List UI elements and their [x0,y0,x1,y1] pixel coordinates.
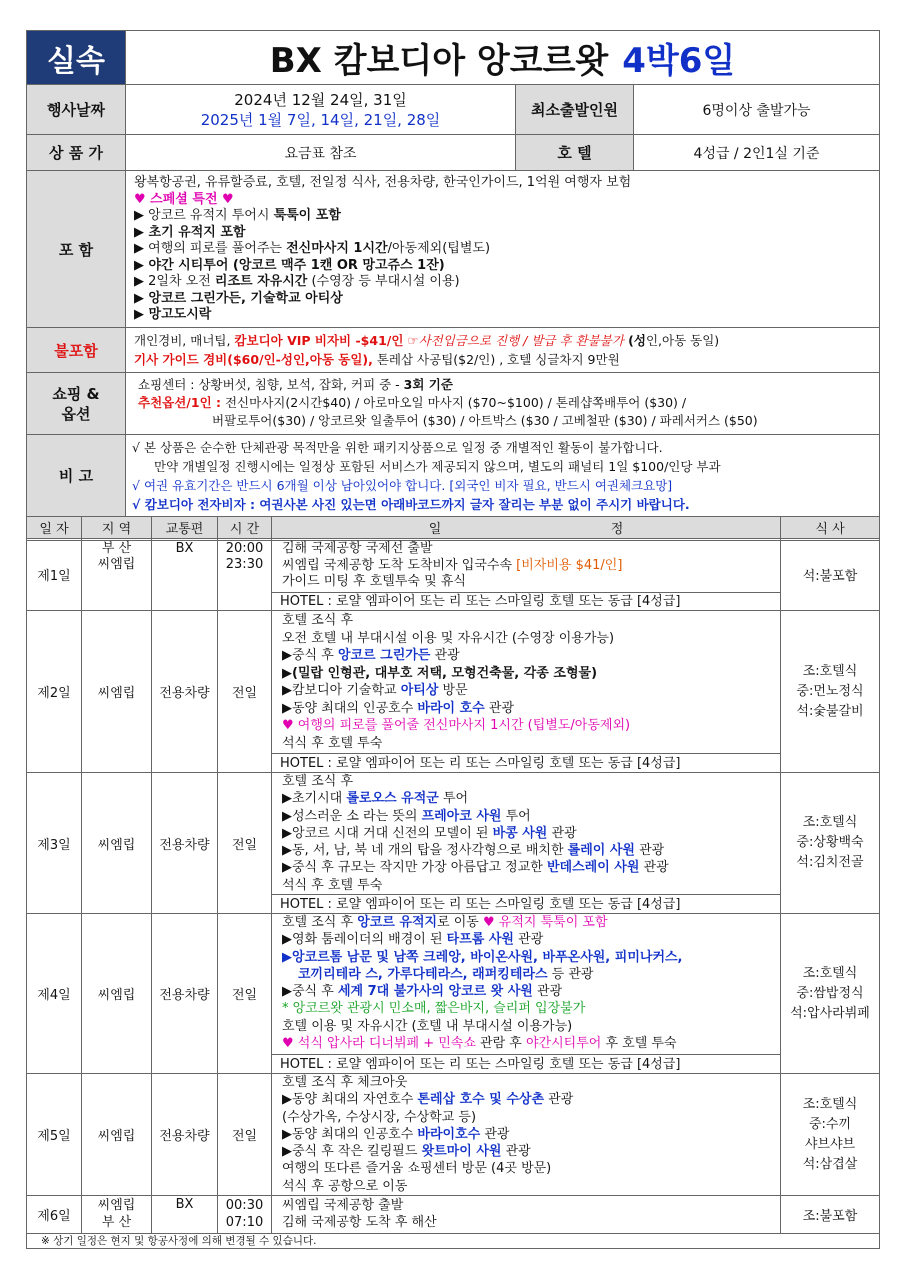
day-4-region [82,914,152,1074]
text-span: 관광 [532,984,563,1000]
text-span: ▶초기시대 [282,791,347,807]
day-1-region [82,539,152,611]
day-5-meal [781,1074,880,1196]
include-line-1: 왕복항공권, 유류할증료, 호텔, 전일정 식사, 전용차량, 한국인가이드, 1억원 여행자 보험 [134,175,632,190]
text-span: 톤레삽 호수 및 수상촌 [417,1092,545,1108]
text-span: 프레아코 사원 [421,808,502,824]
text-span: 전용차량 [159,686,210,701]
text-span: 투어 [501,808,531,824]
text-span: 톤레삽 사공팁($2/인) , 호텔 싱글차지 9만원 [372,352,620,367]
text-line: 김해 국제공항 국제선 출발 [282,541,433,556]
text-span: 제6일 [37,1209,71,1224]
day-3-time [218,773,272,914]
text-span: 전용차량 [159,837,210,853]
text-span: 씨엠립 [97,837,136,853]
day-6-region [82,1196,152,1234]
text-span: 23:30 [225,557,264,572]
text-span: 전일 [231,837,258,853]
col-time-header [218,517,272,539]
text-span: 일 자 [39,522,69,537]
text-line [282,825,780,842]
text-span: 전신마사지(2시간$40) / 아로마오일 마사지 ($70~$100) / 톤레샵쪽배투어 ($30) / [221,395,687,410]
text-line [282,682,780,700]
text-span: 시 간 [229,522,260,537]
day-3-plan [272,773,781,914]
exclude-line-1 [134,331,879,350]
text-span: ▶동양 최대의 인공호수 [282,700,418,716]
text-span: HOTEL : 로얄 엠파이어 또는 리 또는 스마일링 호텔 또는 동급 [4성급] [280,756,681,771]
text-span: 제3일 [37,837,71,853]
day-2-meal [781,611,880,773]
text-span: ▶동, 서, 남, 북 네 개의 탑을 정사각형으로 배치한 [282,843,568,859]
text-span: BX [175,1197,194,1212]
text-line: 김해 국제공항 도착 후 해산 [282,1215,437,1230]
text-span: 전용차량 [159,1129,210,1144]
text-span: 관광 [514,932,544,948]
text-span: 교통편 [165,522,204,537]
day-1-hotel-line [272,592,781,611]
day-2-hotel-line [272,753,781,773]
text-line: ▶(밀랍 인형관, 대부호 저택, 모형건축물, 각종 조형물) [282,665,598,681]
title-main: BX 캄보디아 앙코르왓 [269,41,609,81]
col-region-header [82,517,152,539]
day-5-time [218,1074,272,1196]
text-span: 조:호텔식 [802,815,858,830]
shopping-line-1 [138,376,879,394]
text-span: (수영장 등 부대시설 이용) [307,274,460,289]
day-1-label [26,539,82,611]
text-line [282,790,780,807]
day-1-transport [152,539,218,611]
text-span: 불포함 [54,341,98,360]
text-line: 호텔 조식 후 [282,774,354,789]
text-span: 방문 [438,683,468,698]
text-span: 캄보디아 VIP 비자비 -$41/인 [234,333,404,348]
text-line [282,983,780,1000]
text-span: ▶중식 후 작은 킬링필드 [282,1144,422,1160]
day-6-plan [272,1196,781,1234]
text-span: 07:10 [225,1215,264,1230]
text-line: 석식 후 공항으로 이동 [282,1178,408,1194]
text-span: ▶성스러운 소 라는 뜻의 [282,808,422,824]
date-line-1: 2024년 12월 24일, 31일 [234,90,407,109]
hotel-value [634,135,880,171]
include-item: ▶ 망고도시락 [134,307,212,322]
text-span: 최소출발인원 [531,101,618,119]
text-line: * 앙코르왓 관광시 민소매, 짧은바지, 슬리퍼 입장불가 [282,1001,586,1017]
price-value [126,135,516,171]
notes-label [26,435,126,517]
text-line: ♥ 여행의 피로를 풀어줄 전신마사지 1시간 (팁별도/아동제외) [282,718,631,733]
text-span: 관람 후 [475,1036,526,1052]
text-span: BX [175,541,194,556]
title-accent: 4박6일 [622,41,736,81]
text-span: ▶ 앙코르 유적지 투어시 [134,208,274,223]
text-span: 왓트마이 사원 [421,1144,502,1160]
day-4-time [218,914,272,1074]
text-line [282,808,780,825]
note-4: √ 캄보디아 전자비자 : 여권사본 사진 있는면 아래바코드까지 글자 잘리는 부분 없이 주시기 바랍니다. [132,497,690,512]
text-span: 씨엠립 [97,988,136,1003]
day-6-meal [781,1196,880,1234]
day-5-region [82,1074,152,1196]
text-span: 관광 [544,1092,574,1108]
text-span: 석:김치전골 [796,855,864,870]
col-plan-header [272,517,781,539]
text-span: 쇼핑센터 : 상황버섯, 침향, 보석, 잡화, 커피 중 - [138,377,404,392]
day-5-transport [152,1074,218,1196]
text-line: 오전 호텔 내 부대시설 이용 및 자유시간 (수영장 이용가능) [282,630,615,646]
text-span: 석:압사라뷔페 [790,1005,870,1021]
text-span: 반데스레이 사원 [546,860,640,876]
text-span: 쇼핑 & [52,384,100,403]
text-span: ▶캄보디아 기술학교 [282,683,401,698]
date-value [126,85,516,135]
text-span: 툭툭이 포함 [273,208,341,223]
text-span: 전일 [231,988,258,1003]
text-span: 제1일 [37,569,71,584]
text-span: /아동제외(팁별도) [387,241,491,256]
text-span: 지 역 [101,522,132,537]
text-line: 호텔 조식 후 체크아웃 [282,1075,408,1090]
text-span: 행사날짜 [47,101,105,119]
text-line [282,842,780,859]
include-label [26,171,126,328]
text-span: 옵션 [61,404,91,423]
text-span: 샤브샤브 [804,1136,856,1152]
text-span: HOTEL : 로얄 엠파이어 또는 리 또는 스마일링 호텔 또는 동급 [4성급] [280,1057,681,1072]
text-span: 조:호텔식 [802,965,858,981]
text-span: 관광 [480,1126,510,1142]
text-span: 전용차량 [159,988,210,1003]
badge [26,30,126,85]
text-span: 앙코르 그린가든 [337,648,431,663]
text-span: 관광 [501,1144,531,1160]
text-span: ▶ 2일차 오전 [134,274,215,289]
text-span: 비 고 [58,467,94,485]
text-span: 중:상황백숙 [796,835,864,850]
note-3: √ 여권 유효기간은 반드시 6개월 이상 남아있어야 합니다. [외국인 비자 필요, 반드시 여권체크요망] [132,478,673,493]
col-transport-header [152,517,218,539]
badge-text: 실속 [47,43,105,79]
text-span: 석:숯불갈비 [796,703,864,719]
text-span: 제5일 [37,1129,71,1144]
special-benefit-title: ♥ 스페셜 특전 ♥ [134,191,234,207]
text-span: ※ 상기 일정은 현지 및 항공사정에 의해 변경될 수 있습니다. [41,1235,317,1247]
text-span: HOTEL : 로얄 엠파이어 또는 리 또는 스마일링 호텔 또는 동급 [4성급] [280,594,681,609]
day-3-region [82,773,152,914]
text-line: 가이드 미팅 후 호텔투숙 및 휴식 [282,574,466,589]
day-3-meal [781,773,880,914]
include-item: ▶ 앙코르 그린가든, 기술학교 아티상 [134,290,343,306]
text-span: HOTEL : 로얄 엠파이어 또는 리 또는 스마일링 호텔 또는 동급 [4성급] [280,897,681,912]
day-1-time [218,539,272,611]
text-span: 20:00 [225,541,264,556]
day-3-hotel-line [272,894,781,914]
text-span: 등 관광 [547,966,594,982]
day-4-transport [152,914,218,1074]
text-span: 석:삼겹살 [802,1156,858,1172]
day-1-meal [781,539,880,611]
text-span: 호 텔 [557,144,592,162]
day-2-time [218,611,272,773]
text-span: 중:수끼 [808,1116,852,1132]
text-line: 석식 후 호텔 투숙 [282,877,383,893]
text-span: 상 품 가 [49,144,103,162]
option-line-2: 버팔로투어($30) / 앙코르왓 일출투어 ($30) / 아트박스 ($30 / 고베철판 ($30) / 파레서커스 ($50) [212,413,758,428]
text-line [282,1143,780,1160]
text-span: 세계 7대 불가사의 앙코르 왓 사원 [337,984,533,1000]
text-line [282,914,780,931]
text-span: ▶동양 최대의 자연호수 [282,1092,418,1108]
text-line: 씨엠립 국제공항 출발 [282,1198,404,1213]
note-2: 만약 개별일정 진행시에는 일정상 포함된 서비스가 제공되지 않으며, 별도의 패널티 1일 $100/인당 부과 [154,459,721,474]
day-4-plan [272,914,781,1074]
text-span: (성 [623,333,646,348]
text-line: 호텔 이용 및 자유시간 (호텔 내 부대시설 이용가능) [282,1018,573,1034]
include-item [134,208,879,225]
day-3-label [26,773,82,914]
text-span: 부 산 [101,541,132,556]
text-span: 일 정 [428,522,624,537]
note-1: √ 본 상품은 순수한 단체관광 목적만을 위한 패키지상품으로 일정 중 개별적인 활동이 불가합니다. [132,440,663,455]
text-span: 씨엠립 [97,1129,136,1144]
text-span: 인,아동 동일) [645,333,720,348]
shopping-content [126,373,880,435]
day-5-label [26,1074,82,1196]
include-item [134,274,879,291]
text-span: 씨엠립 [97,557,136,572]
text-line: (수상가옥, 수상시장, 수상학교 등) [282,1109,477,1125]
include-item: ▶ 야간 시티투어 (앙코르 맥주 1캔 OR 망고쥬스 1잔) [134,257,445,273]
text-line [282,647,780,665]
include-content [126,171,880,328]
day-4-label [26,914,82,1074]
text-span: 조:불포함 [802,1209,858,1224]
text-span: 포 함 [58,240,94,259]
col-day-header [26,517,82,539]
text-line [282,966,780,983]
text-span: 3회 기준 [403,377,453,392]
text-span: ▶영화 툼레이더의 배경이 된 [282,932,447,948]
text-span: 관광 [547,825,577,841]
text-line [282,558,780,575]
text-span: 씨엠립 [97,1198,136,1213]
text-span: ▶ 여행의 피로를 풀어주는 [134,241,287,256]
day-2-label [26,611,82,773]
text-span: 중:먼노정식 [796,683,864,699]
text-span: 조:호텔식 [802,1096,858,1112]
text-span: 중:쌈밥정식 [796,985,864,1001]
text-span: 투어 [438,791,469,807]
text-span: 야간시티투어 [525,1036,602,1052]
day-3-transport [152,773,218,914]
text-line: 여행의 또다른 즐거움 쇼핑센터 방문 (4곳 방문) [282,1161,552,1177]
text-span: [비자비용 $41/인] [516,557,623,573]
text-span: 바라이 호수 [417,700,485,716]
day-4-meal [781,914,880,1074]
text-span: 바라이호수 [417,1126,481,1142]
text-span: 아티상 [400,683,439,698]
text-span: ☞사전입금으로 진행 / 발급 후 환불불가 [403,333,624,348]
text-span: 00:30 [225,1198,264,1213]
text-line [282,700,780,718]
day-6-transport [152,1196,218,1234]
text-line [282,931,780,948]
text-span: 조:호텔식 [802,663,858,679]
exclude-content [126,328,880,373]
text-span: 전일 [231,686,258,701]
text-span: 롤로오스 유적군 [346,791,439,807]
day-5-plan [272,1074,781,1196]
exclude-label [26,328,126,373]
text-span: 추천옵션/1인 : [138,395,221,410]
text-span: 씨엠립 국제공항 도착 도착비자 입국수속 [282,557,517,573]
text-span: 개인경비, 매너팁, [134,333,235,348]
text-span: 관광 [634,843,665,859]
text-span: ▶앙코르 시대 거대 신전의 모델이 된 [282,825,493,841]
text-span: 4성급 / 2인1실 기준 [693,145,820,162]
text-span: 타프롬 사원 [446,932,514,948]
text-span: 관광 [639,860,669,876]
text-span: 식 사 [815,522,845,537]
text-span: 후 호텔 투숙 [601,1036,677,1052]
text-line: 호텔 조식 후 [282,613,354,628]
shopping-label [26,373,126,435]
price-label [26,135,126,171]
text-span: ▶동양 최대의 인공호수 [282,1126,418,1142]
day-2-plan [272,611,781,773]
text-line [282,859,780,876]
exclude-line-2 [134,350,879,369]
text-span: ▶중식 후 규모는 작지만 가장 아름답고 정교한 [282,860,547,876]
include-item: ▶ 초기 유적지 포함 [134,224,246,240]
text-span: ▶중식 후 [282,648,338,663]
min-people-value [634,85,880,135]
text-line: 석식 후 호텔 투숙 [282,735,383,751]
day-6-time [218,1196,272,1234]
text-line: ▶앙코르톰 남문 및 남쪽 크레앙, 바이온사원, 바푸온사원, 피미나커스, [282,949,683,965]
footer-note [26,1234,880,1249]
text-span: 제2일 [37,686,71,701]
date-label [26,85,126,135]
text-span: 석:불포함 [802,569,858,584]
text-span: 제4일 [37,988,71,1003]
page-title [126,30,880,85]
text-line [282,1035,780,1052]
text-span: 리조트 자유시간 [214,274,308,289]
date-line-2: 2025년 1월 7일, 14일, 21일, 28일 [200,110,441,129]
text-span: 부 산 [101,1215,132,1230]
min-people-label [516,85,634,135]
notes-content [126,435,880,517]
day-2-transport [152,611,218,773]
text-span: 관광 [430,648,460,663]
text-span: 호텔 조식 후 [282,915,358,930]
text-span: 전신마사지 1시간 [286,241,388,256]
include-item [134,241,879,258]
text-span: 코끼리테라 스, 가루다테라스, 래퍼킹테라스 [298,966,548,982]
day-6-label [26,1196,82,1234]
text-span: 로 이동 [437,915,484,930]
text-span: 롤레이 사원 [567,843,635,859]
text-span: 6명이상 출발가능 [702,102,811,119]
text-span: ♥ 석식 압사라 디너뷔페 + 민속쇼 [282,1036,476,1052]
text-span: 기사 가이드 경비($60/인-성인,아동 동일), [134,352,373,367]
text-span: 전일 [231,1129,258,1144]
text-line [282,1091,780,1108]
text-span: 씨엠립 [97,686,136,701]
col-meal-header [781,517,880,539]
option-line-1 [138,394,879,412]
text-span: 요금표 참조 [284,145,357,162]
text-span: 관광 [484,700,514,716]
text-span: 앙코르 유적지 [357,915,438,930]
day-2-region [82,611,152,773]
text-span: ♥ 유적지 툭툭이 포함 [483,915,608,930]
hotel-label [516,135,634,171]
text-span: ▶중식 후 [282,984,338,1000]
text-span: 바콩 사원 [492,825,548,841]
day-4-hotel-line [272,1054,781,1074]
text-line [282,1126,780,1143]
